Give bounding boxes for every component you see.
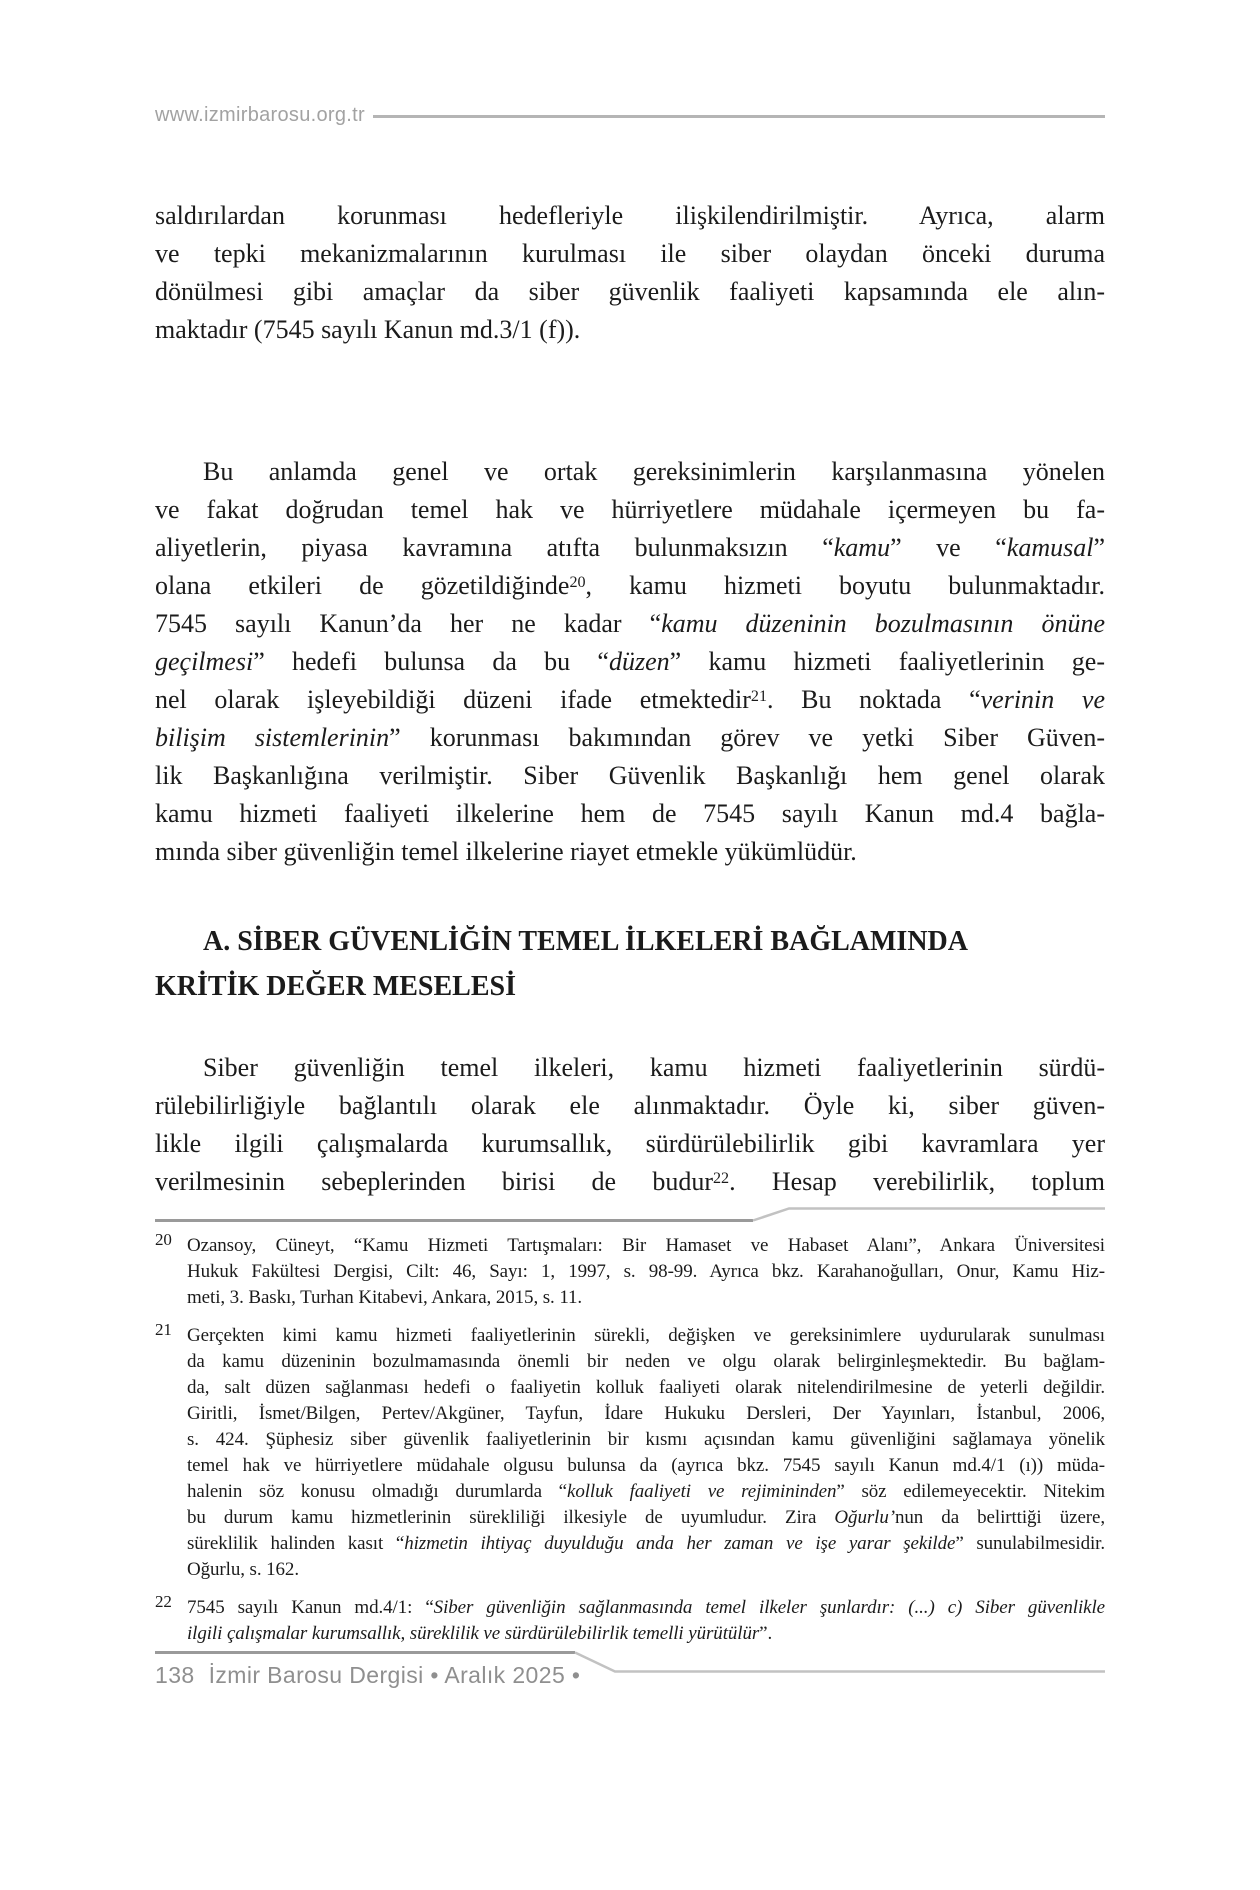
footnote-text [187, 1595, 1105, 1647]
text-run: Giritli, İsmet/Bilgen, Pertev/Akgüner, Tayfun, İdare Hukuku Dersleri, Der Yayınları, İstanbul, 2006, [187, 1403, 1105, 1424]
text-run: meti, 3. Baskı, Turhan Kitabevi, Ankara, 2015, s. 11. [187, 1287, 583, 1308]
text-line [187, 1323, 1105, 1349]
text-run: , kamu hizmeti boyutu bulunmaktadır. [585, 571, 1105, 600]
text-line [187, 1375, 1105, 1401]
text-line [155, 681, 1105, 719]
footnote-reference: 20 [569, 574, 586, 591]
text-run: dönülmesi gibi amaçlar da siber güvenlik faaliyeti kapsamında ele alın- [155, 277, 1105, 306]
text-line [187, 1427, 1105, 1453]
text-run: olana etkileri de gözetildiğinde [155, 571, 570, 600]
page-footer [155, 1662, 580, 1689]
text-run: Oğurlu’ [834, 1507, 895, 1528]
section-heading [155, 919, 1105, 1009]
text-line [155, 197, 1105, 235]
text-line [187, 1233, 1105, 1259]
footnote-reference: 22 [712, 1170, 730, 1187]
footnote-separator [155, 1203, 1105, 1227]
footnote [155, 1592, 1106, 1647]
text-run: da, salt düzen sağlanması hedefi o faaliyetin kolluk faaliyeti olarak nitelendirilmesine de yeterli değildir. [187, 1377, 1105, 1398]
text-line [187, 1505, 1105, 1531]
footnote-text [187, 1323, 1105, 1583]
text-run: Ozansoy, Cüneyt, “Kamu Hizmeti Tartışmaları: Bir Hamaset ve Habaset Alanı”, Ankara Üniversitesi [187, 1235, 1105, 1256]
text-run: nun da belirttiği üzere, [894, 1507, 1105, 1528]
text-line [155, 757, 1105, 795]
text-run: aliyetlerin, piyasa kavramına atıfta bulunmaksızın “ [155, 533, 834, 562]
text-line [155, 1049, 1105, 1087]
text-line [155, 795, 1105, 833]
footnote-number: 20 [155, 1230, 172, 1249]
body-paragraphs [155, 197, 1105, 1201]
text-run: geçilmesi [155, 647, 254, 676]
text-run: s. 424. Şüphesiz siber güvenlik faaliyetlerinin bir kısmı açısından kamu güvenliğini sağlamaya yönelik [187, 1429, 1105, 1450]
footnote [155, 1230, 1105, 1311]
text-run: likle ilgili çalışmalarda kurumsallık, sürdürülebilirlik gibi kavramlara yer [155, 1129, 1105, 1158]
text-run: verinin ve [980, 685, 1105, 714]
text-run: saldırılardan korunması hedefleriyle ilişkilendirilmiştir. Ayrıca, alarm [155, 201, 1105, 230]
text-run: kamu düzeninin bozulmasının önüne [661, 609, 1105, 638]
text-run: ” kamu hizmeti faaliyetlerinin ge- [669, 647, 1106, 676]
text-run: ” [1093, 533, 1105, 562]
text-run: bilişim sistemlerinin [155, 723, 390, 752]
text-run: bu durum kamu hizmetlerinin sürekliliği ilkesiyle de uyumludur. Zira [187, 1507, 835, 1528]
page-header [155, 104, 1105, 127]
text-line [155, 311, 1105, 349]
text-run: Oğurlu, s. 162. [187, 1559, 299, 1580]
text-run: da kamu düzeninin bozulmamasında önemli bir neden ve olgu olarak belirginleşmektedir. Bu bağlam- [187, 1351, 1105, 1372]
text-line [155, 1163, 1105, 1201]
journal-title: İzmir Barosu Dergisi • Aralık 2025 • [208, 1662, 581, 1688]
paragraph [155, 197, 1105, 349]
text-line [155, 1087, 1105, 1125]
text-run: rülebilirliğiyle bağlantılı olarak ele alınmaktadır. Öyle ki, siber güven- [155, 1091, 1105, 1120]
text-line [155, 529, 1105, 567]
text-line [155, 273, 1105, 311]
text-run: kamu [833, 533, 891, 562]
footnote-separator-line [155, 1203, 1105, 1227]
text-line [155, 567, 1105, 605]
text-run: ilgili çalışmalar kurumsallık, süreklilik ve sürdürülebilirlik temelli yürütülür [187, 1623, 760, 1644]
footnote [155, 1320, 1106, 1583]
text-line [155, 919, 1105, 964]
text-run: . Bu noktada “ [767, 685, 981, 714]
text-line [155, 491, 1105, 529]
text-line [155, 605, 1105, 643]
text-run: KRİTİK DEĞER MESELESİ [155, 971, 516, 1002]
footnote-number: 21 [155, 1320, 172, 1339]
text-line [187, 1557, 1105, 1583]
text-run: ” sunulabilmesidir. [955, 1533, 1106, 1554]
text-run: . Hesap verebilirlik, toplum [729, 1167, 1105, 1196]
text-line [187, 1595, 1105, 1621]
text-line [155, 643, 1105, 681]
text-run: halenin söz konusu olmadığı durumlarda “ [187, 1481, 568, 1502]
text-run: Siber güvenliğin temel ilkeleri, kamu hizmeti faaliyetlerinin sürdü- [203, 1053, 1105, 1082]
text-run: A. SİBER GÜVENLİĞİN TEMEL İLKELERİ BAĞLAMINDA [203, 926, 968, 957]
paragraph [155, 453, 1105, 871]
text-run: ” ve “ [890, 533, 1007, 562]
text-run: kamu hizmeti faaliyeti ilkelerine hem de 7545 sayılı Kanun md.4 bağla- [155, 799, 1105, 828]
text-line [187, 1479, 1105, 1505]
text-run: 7545 sayılı Kanun’da her ne kadar “ [155, 609, 662, 638]
text-line [187, 1285, 1105, 1311]
text-run: ” korunması bakımından görev ve yetki Siber Güven- [389, 723, 1105, 752]
text-run: nel olarak işleyebildiği düzeni ifade etmektedir [155, 685, 751, 714]
text-line [187, 1401, 1105, 1427]
text-line [155, 719, 1105, 757]
text-line [187, 1349, 1105, 1375]
text-line [155, 453, 1105, 491]
page-number: 138 [155, 1662, 195, 1688]
text-run: hizmetin ihtiyaç duyulduğu anda her zaman ve işe yarar şekilde [404, 1533, 956, 1554]
text-run: temel hak ve hürriyetlere müdahale olgusu bulunsa da (ayrıca bkz. 7545 sayılı Kanun md.4/1 (ı)) müda- [187, 1455, 1105, 1476]
text-run: düzen [608, 647, 670, 676]
text-run: lik Başkanlığına verilmiştir. Siber Güvenlik Başkanlığı hem genel olarak [155, 761, 1105, 790]
text-run: mında siber güvenliğin temel ilkelerine riayet etmekle yükümlüdür. [155, 837, 857, 866]
text-run: maktadır (7545 sayılı Kanun md.3/1 (f)). [155, 315, 581, 344]
text-line [155, 833, 1105, 871]
text-run: süreklilik halinden kasıt “ [187, 1533, 405, 1554]
header-rule [373, 115, 1105, 118]
footnotes-list [155, 1230, 1106, 1659]
text-line [155, 1125, 1105, 1163]
text-run: Siber güvenliğin sağlanmasında temel ilkeler şunlardır: (...) c) Siber güvenlikle [433, 1597, 1106, 1618]
text-run: verilmesinin sebeplerinden birisi de budur [155, 1167, 713, 1196]
text-line [187, 1259, 1105, 1285]
text-run: Gerçekten kimi kamu hizmeti faaliyetlerinin sürekli, değişken ve gereksinimlere uydurularak sunulması [187, 1325, 1105, 1346]
text-run: ” hedefi bulunsa da bu “ [253, 647, 609, 676]
text-run: kolluk faaliyeti ve rejimininden [567, 1481, 837, 1502]
text-line [187, 1453, 1105, 1479]
text-run: kamusal [1006, 533, 1094, 562]
paragraph [155, 1049, 1105, 1201]
text-run: ” söz edilemeyecektir. Nitekim [836, 1481, 1105, 1502]
text-run: Bu anlamda genel ve ortak gereksinimlerin karşılanmasına yönelen [203, 457, 1105, 486]
header-url: www.izmirbarosu.org.tr [155, 104, 365, 126]
footnote-number: 22 [155, 1592, 172, 1611]
text-run: 7545 sayılı Kanun md.4/1: “ [187, 1597, 434, 1618]
text-line [155, 235, 1105, 273]
text-run: ve fakat doğrudan temel hak ve hürriyetlere müdahale içermeyen bu fa- [155, 495, 1105, 524]
footnote-text [187, 1233, 1105, 1311]
text-run: Hukuk Fakültesi Dergisi, Cilt: 46, Sayı: 1, 1997, s. 98-99. Ayrıca bkz. Karahanoğulları, Onur, Kamu Hiz- [187, 1261, 1105, 1282]
text-run: ve tepki mekanizmalarının kurulması ile siber olaydan önceki duruma [155, 239, 1105, 268]
footnote-reference: 21 [750, 688, 768, 705]
text-line [155, 964, 1105, 1009]
text-line [187, 1531, 1105, 1557]
text-run: ”. [759, 1623, 773, 1644]
